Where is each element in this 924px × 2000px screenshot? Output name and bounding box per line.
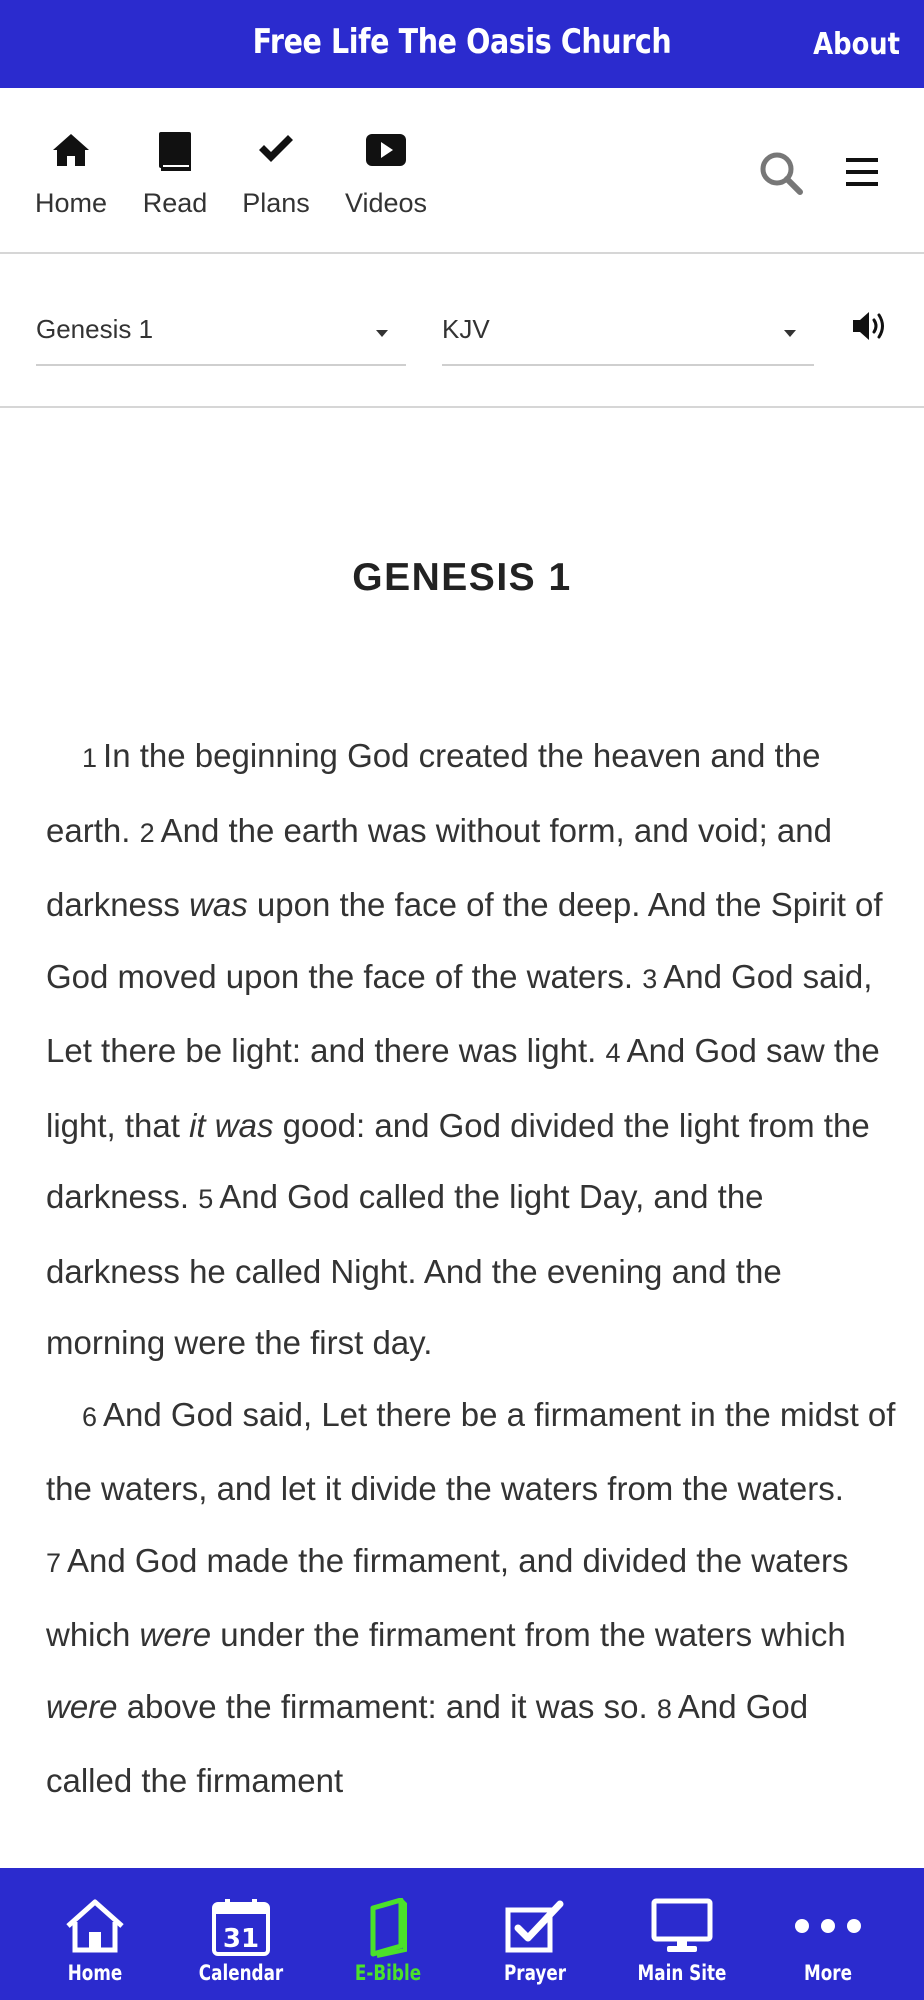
verse-number: 4 bbox=[605, 1038, 621, 1068]
video-play-icon bbox=[365, 132, 407, 173]
tab-home[interactable] bbox=[18, 1868, 172, 2000]
home-icon bbox=[51, 132, 91, 173]
version-value: KJV bbox=[442, 314, 490, 344]
nav-read-label: Read bbox=[142, 188, 208, 218]
verse-text: And God said, Let there be light: and there was light. bbox=[46, 957, 873, 1069]
check-icon bbox=[256, 132, 296, 171]
verse-text: And God made the firmament, and divided the waters which were under the firmament from the waters which were above the firmament: and it was so. bbox=[46, 1541, 849, 1725]
more-dots-icon bbox=[793, 1898, 863, 1959]
checkbox-icon bbox=[504, 1898, 566, 1959]
menu-button[interactable] bbox=[844, 154, 880, 190]
hamburger-menu-icon bbox=[844, 154, 880, 190]
monitor-icon bbox=[651, 1898, 713, 1961]
chapter-title: GENESIS 1 bbox=[352, 556, 572, 599]
nav-plans-label: Plans bbox=[242, 188, 310, 218]
verse-text: And God called the light Day, and the darkness he called Night. And the evening and the morning were the first day. bbox=[46, 1178, 782, 1361]
verse-number: 2 bbox=[139, 817, 155, 848]
calendar-icon-day: 31 bbox=[222, 1924, 260, 1954]
verse-number: 5 bbox=[198, 1184, 214, 1214]
passage-selectors bbox=[0, 254, 924, 408]
search-button[interactable] bbox=[758, 150, 804, 196]
nav-home[interactable] bbox=[28, 88, 114, 254]
tab-prayer-label: Prayer bbox=[503, 1961, 567, 1985]
calendar-icon bbox=[211, 1898, 271, 1961]
chevron-down-icon bbox=[376, 330, 388, 337]
reader-toolbar bbox=[0, 88, 924, 254]
book-chapter-value: Genesis 1 bbox=[36, 314, 154, 344]
tab-more-label: More bbox=[804, 1961, 852, 1985]
chapter-text bbox=[46, 720, 898, 1817]
book-icon bbox=[157, 132, 193, 177]
nav-read[interactable] bbox=[140, 88, 210, 254]
tab-calendar-label: Calendar bbox=[198, 1961, 284, 1985]
verse-text: And God said, Let there be a firmament in the midst of the waters, and let it divide the waters from the waters. bbox=[46, 1395, 896, 1507]
verse-text: And God called the firmament bbox=[46, 1687, 809, 1799]
verse-number: 1 bbox=[82, 743, 98, 773]
version-select[interactable] bbox=[442, 290, 814, 366]
speaker-icon bbox=[850, 306, 890, 346]
tab-e-bible-label: E-Bible bbox=[354, 1961, 422, 1985]
verse-number: 8 bbox=[656, 1693, 672, 1724]
tab-main-site-label: Main Site bbox=[637, 1961, 727, 1985]
tab-home-label: Home bbox=[67, 1961, 123, 1985]
tab-calendar[interactable] bbox=[164, 1868, 318, 2000]
nav-plans[interactable] bbox=[240, 88, 312, 254]
verse-text: And God saw the light, that it was good: and God divided the light from the darkness. bbox=[46, 1032, 880, 1215]
book-chapter-select[interactable] bbox=[36, 290, 406, 366]
verse-text: In the beginning God created the heaven and the earth. bbox=[46, 737, 821, 849]
house-icon bbox=[64, 1898, 126, 1959]
nav-home-label: Home bbox=[34, 188, 108, 218]
bible-icon bbox=[363, 1898, 413, 1963]
search-icon bbox=[758, 150, 804, 196]
verse-number: 3 bbox=[642, 963, 658, 994]
verse bbox=[46, 1396, 895, 1508]
about-link[interactable]: About bbox=[813, 27, 900, 62]
bottom-tab-bar bbox=[0, 1868, 924, 2000]
tab-main-site[interactable] bbox=[605, 1868, 759, 2000]
chevron-down-icon bbox=[784, 330, 796, 337]
nav-videos[interactable] bbox=[343, 88, 429, 254]
tab-e-bible[interactable] bbox=[311, 1868, 465, 2000]
verse-text: And the earth was without form, and void; and darkness was upon the face of the deep. And the Spirit of God moved upon the face of the waters. bbox=[46, 811, 883, 995]
nav-videos-label: Videos bbox=[344, 188, 428, 218]
tab-more[interactable] bbox=[751, 1868, 905, 2000]
paragraph bbox=[46, 720, 898, 1379]
audio-button[interactable] bbox=[850, 306, 890, 346]
app-bar bbox=[0, 0, 924, 88]
verse-number: 6 bbox=[82, 1401, 98, 1432]
paragraph bbox=[46, 1379, 898, 1817]
tab-prayer[interactable] bbox=[458, 1868, 612, 2000]
app-title: Free Life The Oasis Church bbox=[252, 22, 672, 62]
verse-number: 7 bbox=[46, 1547, 62, 1578]
